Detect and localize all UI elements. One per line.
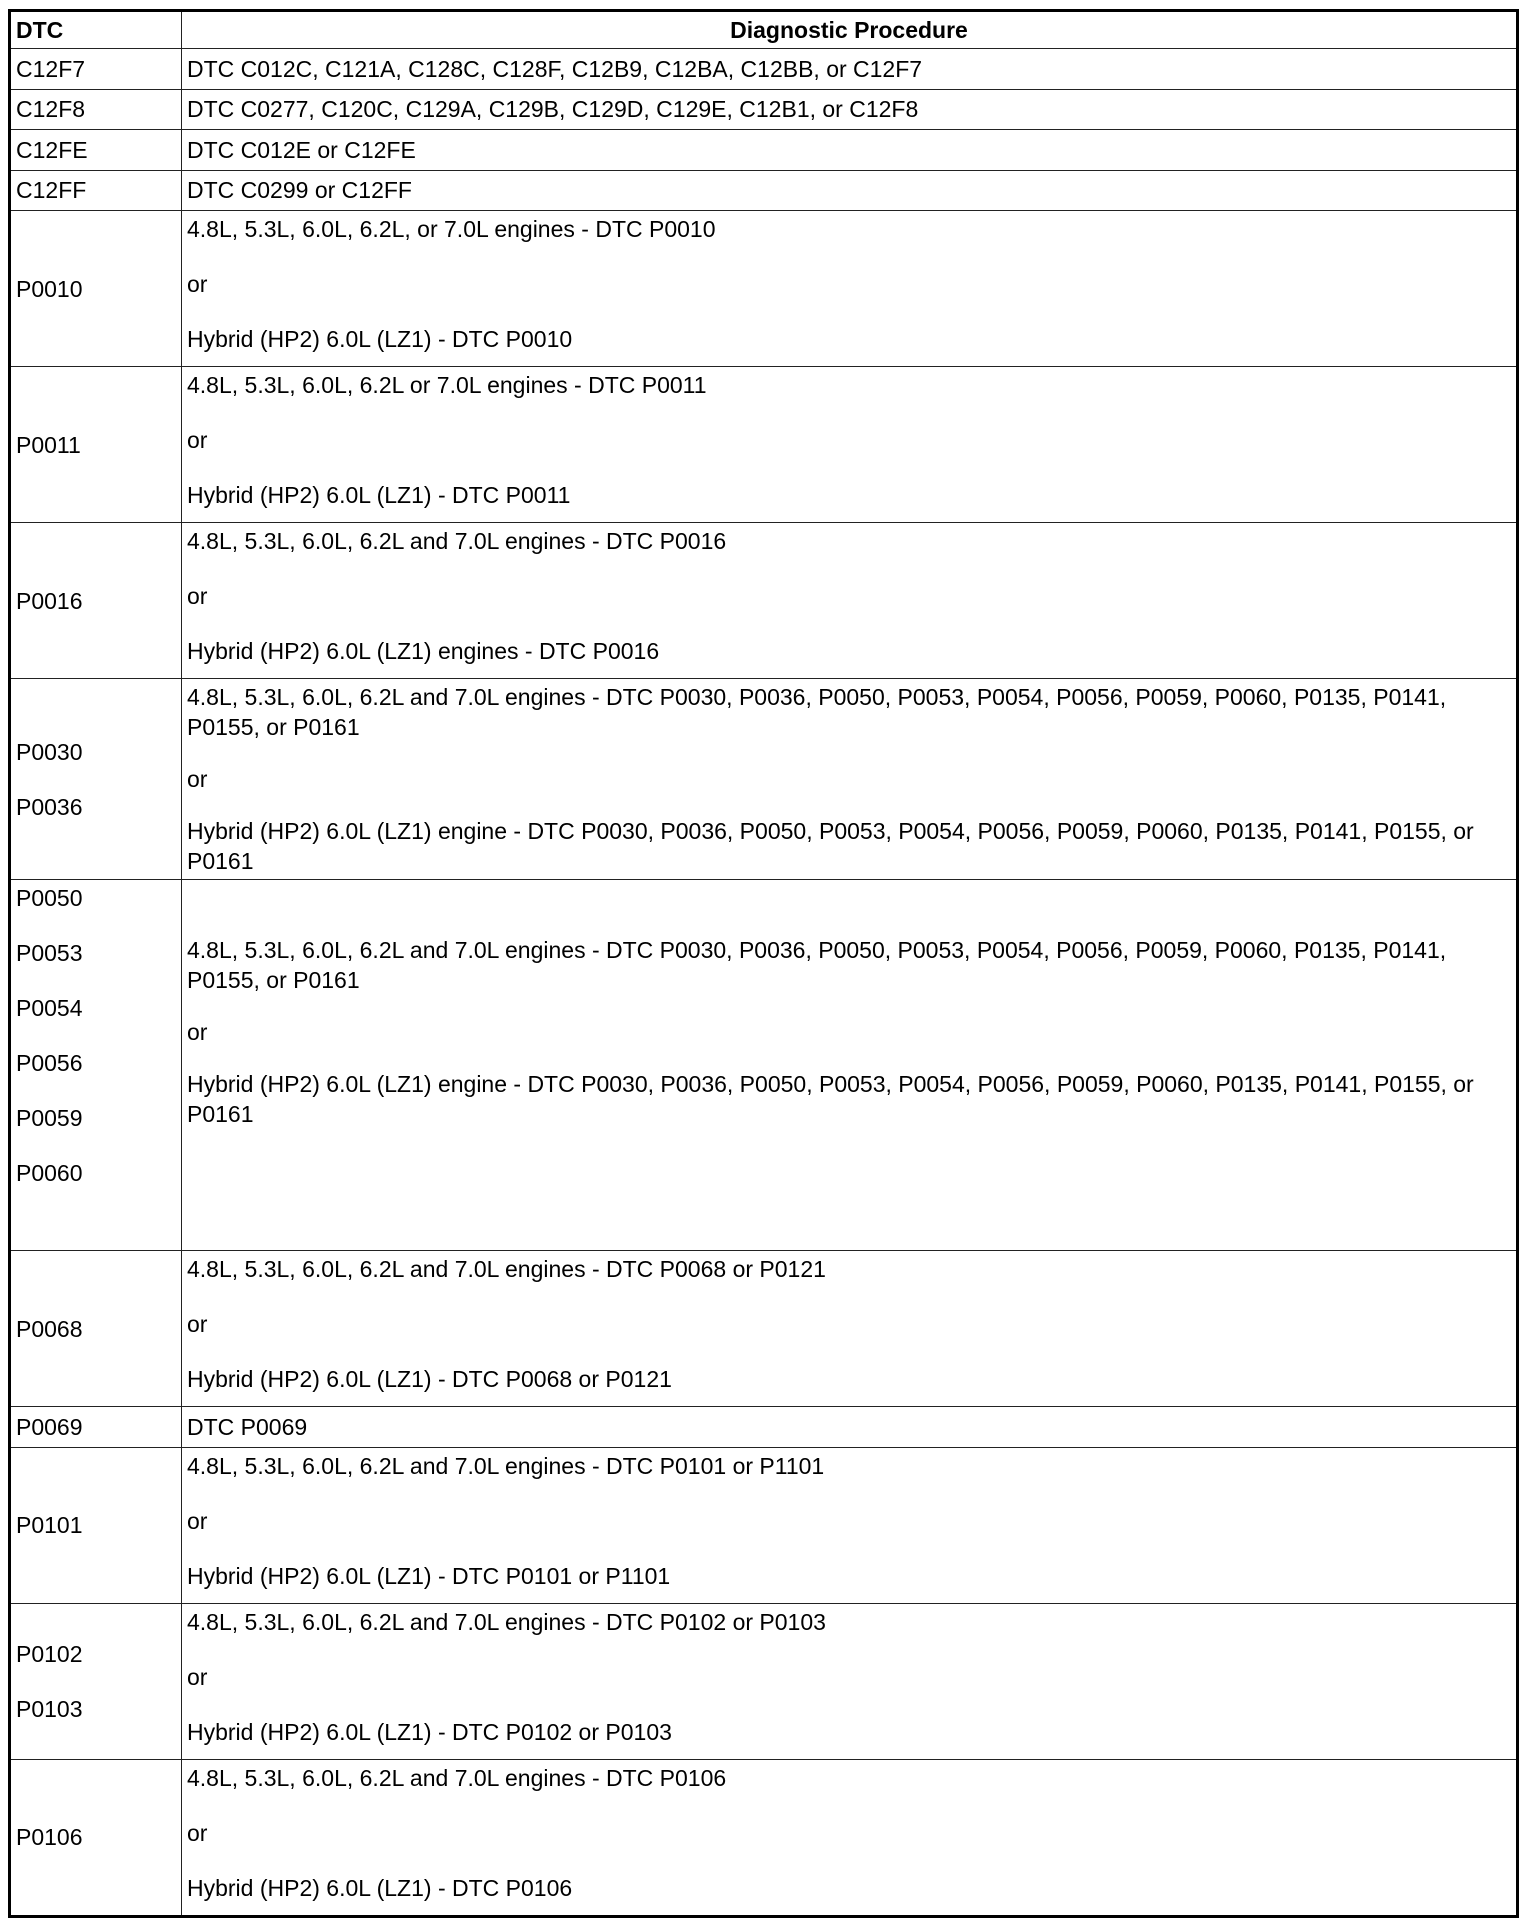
procedure-cell xyxy=(182,1447,1518,1603)
dtc-code: P0050 xyxy=(16,885,83,911)
table-row xyxy=(10,1251,1518,1407)
dtc-code-cell xyxy=(10,880,182,1251)
procedure-line: or xyxy=(187,583,208,609)
dtc-code: P0054 xyxy=(16,995,83,1021)
dtc-code: P0056 xyxy=(16,1050,83,1076)
dtc-code: P0103 xyxy=(16,1695,83,1722)
procedure-line: 4.8L, 5.3L, 6.0L, 6.2L and 7.0L engines - DTC P0068 or P0121 xyxy=(187,1256,826,1282)
dtc-code: P0010 xyxy=(10,211,182,367)
procedure-line: Hybrid (HP2) 6.0L (LZ1) engine - DTC P0030, P0036, P0050, P0053, P0054, P0056, P0059, P0060, P0135, P0141, P0155, or P0161 xyxy=(187,818,1474,874)
dtc-code: P0068 xyxy=(10,1251,182,1407)
dtc-code: P0060 xyxy=(16,1160,83,1186)
procedure-cell xyxy=(182,1759,1518,1916)
procedure-line: or xyxy=(187,1311,208,1337)
procedure-line: Hybrid (HP2) 6.0L (LZ1) - DTC P0010 xyxy=(187,326,573,352)
table-row xyxy=(10,49,1518,90)
table-row xyxy=(10,130,1518,171)
procedure-text: DTC C012C, C121A, C128C, C128F, C12B9, C12BA, C12BB, or C12F7 xyxy=(182,49,1518,90)
procedure-line: or xyxy=(187,1819,208,1846)
procedure-cell xyxy=(182,211,1518,367)
procedure-line: Hybrid (HP2) 6.0L (LZ1) - DTC P0068 or P0121 xyxy=(187,1366,672,1392)
procedure-text: DTC C0299 or C12FF xyxy=(182,170,1518,211)
procedure-line: 4.8L, 5.3L, 6.0L, 6.2L and 7.0L engines - DTC P0030, P0036, P0050, P0053, P0054, P0056, P0059, P0060, P0135, P0141, P0155, or P0161 xyxy=(187,937,1447,993)
procedure-line: Hybrid (HP2) 6.0L (LZ1) engines - DTC P0016 xyxy=(187,638,660,664)
table-row xyxy=(10,170,1518,211)
dtc-code: P0016 xyxy=(10,523,182,679)
table-header-row xyxy=(10,11,1518,49)
dtc-code: C12FE xyxy=(10,130,182,171)
dtc-code: P0059 xyxy=(16,1105,83,1131)
dtc-code: P0036 xyxy=(16,793,83,820)
table-row xyxy=(10,1407,1518,1448)
procedure-line: or xyxy=(187,427,208,453)
procedure-text: DTC P0069 xyxy=(182,1407,1518,1448)
dtc-code: P0053 xyxy=(16,940,83,966)
dtc-code: P0011 xyxy=(10,367,182,523)
table-row xyxy=(10,211,1518,367)
procedure-line: Hybrid (HP2) 6.0L (LZ1) - DTC P0106 xyxy=(187,1874,573,1901)
procedure-line: Hybrid (HP2) 6.0L (LZ1) engine - DTC P0030, P0036, P0050, P0053, P0054, P0056, P0059, P0060, P0135, P0141, P0155, or P0161 xyxy=(187,1071,1474,1127)
procedure-cell xyxy=(182,880,1518,1251)
table-row xyxy=(10,880,1518,1251)
procedure-text: DTC C0277, C120C, C129A, C129B, C129D, C129E, C12B1, or C12F8 xyxy=(182,89,1518,130)
procedure-line: Hybrid (HP2) 6.0L (LZ1) - DTC P0101 or P1101 xyxy=(187,1562,671,1589)
procedure-line: 4.8L, 5.3L, 6.0L, 6.2L and 7.0L engines - DTC P0106 xyxy=(187,1764,727,1791)
procedure-line: Hybrid (HP2) 6.0L (LZ1) - DTC P0102 or P0103 xyxy=(187,1718,672,1745)
dtc-code: C12FF xyxy=(10,170,182,211)
dtc-code: C12F7 xyxy=(10,49,182,90)
procedure-cell xyxy=(182,1251,1518,1407)
dtc-code: C12F8 xyxy=(10,89,182,130)
procedure-text: DTC C012E or C12FE xyxy=(182,130,1518,171)
dtc-code: P0106 xyxy=(10,1759,182,1916)
procedure-line: or xyxy=(187,271,208,297)
procedure-cell xyxy=(182,1603,1518,1759)
procedure-line: 4.8L, 5.3L, 6.0L, 6.2L and 7.0L engines - DTC P0030, P0036, P0050, P0053, P0054, P0056, P0059, P0060, P0135, P0141, P0155, or P0161 xyxy=(187,684,1447,740)
table-row xyxy=(10,367,1518,523)
header-diagnostic-procedure: Diagnostic Procedure xyxy=(182,11,1518,49)
dtc-code-cell xyxy=(10,1603,182,1759)
table-row xyxy=(10,523,1518,679)
dtc-code-cell xyxy=(10,679,182,880)
procedure-line: 4.8L, 5.3L, 6.0L, 6.2L and 7.0L engines - DTC P0102 or P0103 xyxy=(187,1608,826,1635)
table-row xyxy=(10,89,1518,130)
procedure-line: or xyxy=(187,1019,208,1045)
procedure-cell xyxy=(182,367,1518,523)
dtc-code: P0102 xyxy=(16,1640,83,1667)
header-dtc: DTC xyxy=(10,11,182,49)
procedure-cell xyxy=(182,679,1518,880)
procedure-line: Hybrid (HP2) 6.0L (LZ1) - DTC P0011 xyxy=(187,482,571,508)
table-row xyxy=(10,1759,1518,1916)
table-row xyxy=(10,679,1518,880)
dtc-code: P0069 xyxy=(10,1407,182,1448)
procedure-line: 4.8L, 5.3L, 6.0L, 6.2L or 7.0L engines - DTC P0011 xyxy=(187,372,707,398)
dtc-table xyxy=(8,9,1519,1918)
procedure-line: 4.8L, 5.3L, 6.0L, 6.2L and 7.0L engines - DTC P0101 or P1101 xyxy=(187,1452,825,1479)
procedure-cell xyxy=(182,523,1518,679)
dtc-code: P0101 xyxy=(10,1447,182,1603)
procedure-line: or xyxy=(187,766,208,792)
table-row xyxy=(10,1603,1518,1759)
procedure-line: 4.8L, 5.3L, 6.0L, 6.2L, or 7.0L engines - DTC P0010 xyxy=(187,216,716,242)
procedure-line: 4.8L, 5.3L, 6.0L, 6.2L and 7.0L engines - DTC P0016 xyxy=(187,528,727,554)
table-row xyxy=(10,1447,1518,1603)
procedure-line: or xyxy=(187,1663,208,1690)
procedure-line: or xyxy=(187,1507,208,1534)
dtc-code: P0030 xyxy=(16,738,83,765)
